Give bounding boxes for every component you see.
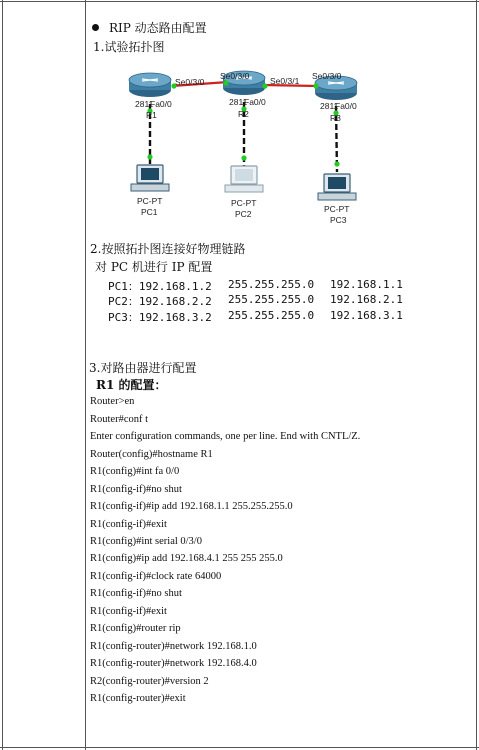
topology-diagram <box>0 0 479 240</box>
step1-heading: 1.试验拓扑图 <box>93 40 165 54</box>
pc-mask: 255.255.255.0 <box>228 293 315 306</box>
cli-line: R1(config-if)#clock rate 64000 <box>90 571 222 582</box>
cli-line: R1(config-if)#no shut <box>90 588 182 599</box>
cli-line: Enter configuration commands, one per line. End with CNTL/Z. <box>90 431 361 442</box>
pc-label: PC1： <box>108 280 139 293</box>
cli-line: R1(config)#int serial 0/3/0 <box>90 536 202 547</box>
port-up-indicator <box>241 155 246 160</box>
router-r1-model: 2811 <box>135 99 154 109</box>
pc2-icon[interactable] <box>225 166 263 192</box>
port-up-indicator <box>262 83 267 88</box>
pc-ip-heading: 对 PC 机进行 IP 配置 <box>95 260 213 274</box>
router-r3-port: Fa0/0 <box>335 101 357 111</box>
pc2-type: PC-PT <box>231 198 257 208</box>
pc2-name: PC2 <box>235 209 252 219</box>
cli-line: R1(config-if)#exit <box>90 519 167 530</box>
pc1-icon[interactable] <box>131 165 169 191</box>
router-r2-model: 2811 <box>229 97 248 107</box>
pc-mask: 255.255.255.0 <box>228 278 315 291</box>
pc-mask: 255.255.255.0 <box>228 309 315 322</box>
serial-label-r3: Se0/3/0 <box>312 71 342 81</box>
pc-gateway: 192.168.1.1 <box>330 278 403 291</box>
pc-ip: 192.168.2.2 <box>138 295 212 308</box>
port-up-indicator <box>334 161 339 166</box>
router-r2-name: R2 <box>238 109 249 119</box>
pc3-name: PC3 <box>330 215 347 225</box>
cli-line: R2(config-router)#version 2 <box>90 676 209 687</box>
port-up-indicator <box>223 80 228 85</box>
pc-label: PC2： <box>108 295 139 308</box>
pc-ip-row <box>108 309 212 325</box>
serial-label-r1: Se0/3/0 <box>175 77 205 87</box>
pc-ip: 192.168.1.2 <box>138 280 212 293</box>
section-title: RIP 动态路由配置 <box>92 19 207 36</box>
cli-line: R1(config-if)#exit <box>90 606 167 617</box>
router-r3-name: R3 <box>330 113 341 123</box>
serial-label-r2-right: Se0/3/1 <box>270 76 300 86</box>
router-r2-port: Fa0/0 <box>244 97 266 107</box>
router-r1-port: Fa0/0 <box>150 99 172 109</box>
pc-label: PC3： <box>108 311 139 324</box>
pc3-type: PC-PT <box>324 204 350 214</box>
cli-line: R1(config)#ip add 192.168.4.1 255 255 255.0 <box>90 553 283 564</box>
pc-ip-row <box>108 278 212 294</box>
pc1-type: PC-PT <box>137 196 163 206</box>
serial-label-r2-left: Se0/3/0 <box>220 71 250 81</box>
step2-heading: 2.按照拓扑图连接好物理链路 <box>90 242 246 256</box>
pc-ip: 192.168.3.2 <box>138 311 212 324</box>
port-up-indicator <box>147 154 152 159</box>
cli-line: R1(config-router)#network 192.168.4.0 <box>90 658 257 669</box>
pc1-name: PC1 <box>141 207 158 217</box>
step3-heading: 3.对路由器进行配置 <box>89 361 197 375</box>
cli-line: R1(config-if)#ip add 192.168.1.1 255.255.255.0 <box>90 501 293 512</box>
cli-line: Router(config)#hostname R1 <box>90 449 213 460</box>
pc-ip-row <box>108 293 212 309</box>
router-r3-model: 2811 <box>320 101 339 111</box>
pc3-icon[interactable] <box>318 174 356 200</box>
cli-line: Router#conf t <box>90 414 149 425</box>
table-border-bottom <box>0 747 479 748</box>
cli-line: R1(config)#int fa 0/0 <box>90 466 180 477</box>
cli-line: R1(config)#router rip <box>90 623 181 634</box>
cli-line: R1(config-router)#exit <box>90 693 186 704</box>
router-r1-name: R1 <box>146 110 157 120</box>
r1-config-heading: R1 的配置： <box>96 378 167 392</box>
cli-line: Router>en <box>90 396 135 407</box>
pc-gateway: 192.168.3.1 <box>330 309 403 322</box>
router-r1-icon[interactable] <box>129 73 171 97</box>
cli-line: R1(config-router)#network 192.168.1.0 <box>90 641 257 652</box>
port-up-indicator <box>313 83 318 88</box>
pc-gateway: 192.168.2.1 <box>330 293 403 306</box>
cli-line: R1(config-if)#no shut <box>90 484 182 495</box>
